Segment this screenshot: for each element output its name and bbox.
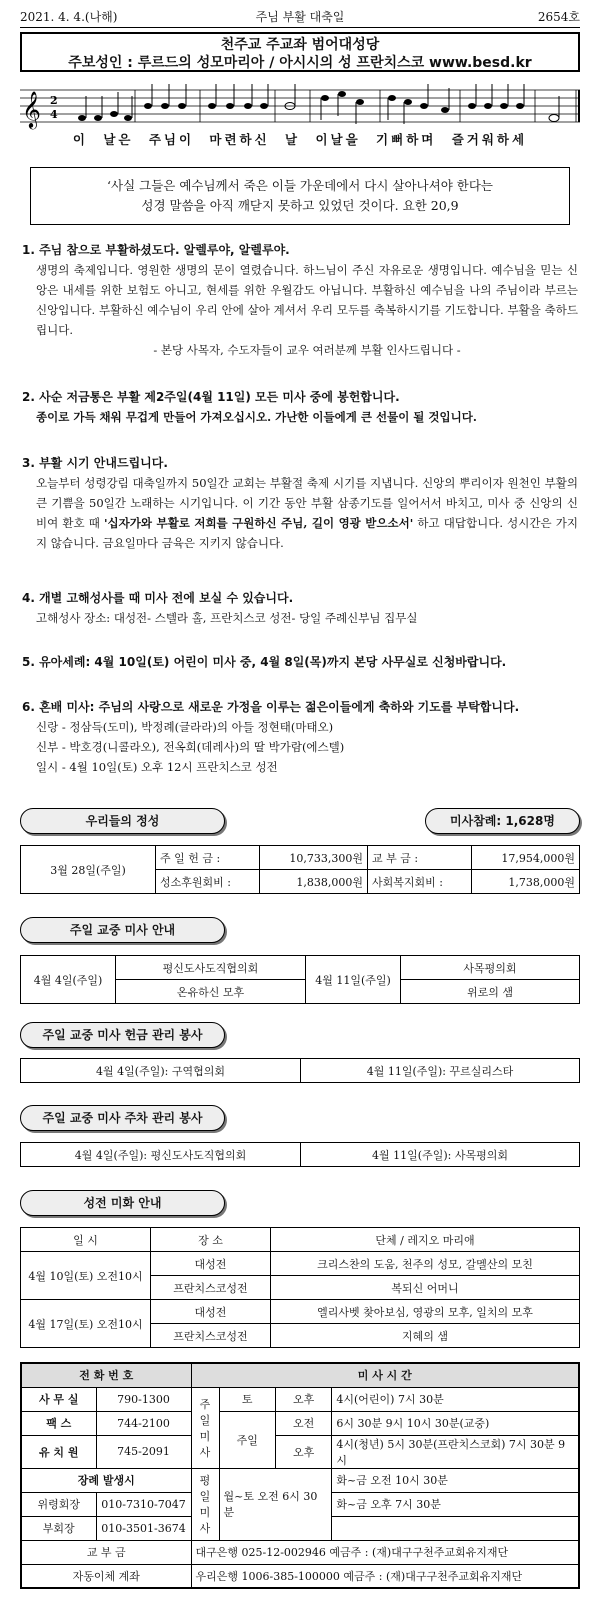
info-table xyxy=(20,1362,580,1589)
cell: 성소후원회비 : xyxy=(156,870,260,894)
wedding-time: 일시 - 4월 10일(토) 오후 12시 프란치스코 성전 xyxy=(36,760,278,774)
cell: 위로의 샘 xyxy=(401,980,580,1004)
cell: 대성전 xyxy=(151,1252,271,1276)
cell: 평신도사도직협의회 xyxy=(116,956,306,980)
lyrics: 이 날은 주님이 마련하신 날 이날을 기뻐하며 즐거워하세 xyxy=(72,132,528,147)
notice-1-body: 생명의 축제입니다. 영원한 생명의 문이 열렸습니다. 하느님이 주신 자유로운 생명입니다. 예수님을 믿는 신앙은 내세를 위한 보험도 아니고, 현세를 위한 우월감도 아닙니다. 부활하신 예수님을 나의 주님이라 부르는 신앙입니다. 부활하신 예수님이 우리 안에 살아 계셔서 우리 모두를 축복하시기를 기도합니다. 부활을 축하드립니다. xyxy=(36,263,578,337)
notice-3-body xyxy=(22,473,578,553)
notice-5-title: 5. 유아세례: 4월 10일(토) 어린이 미사 중, 4월 8일(목)까지 본당 사무실로 신청바랍니다. xyxy=(22,655,507,669)
cell: 1,838,000원 xyxy=(260,870,368,894)
notice-4-title: 4. 개별 고해성사를 때 미사 전에 보실 수 있습니다. xyxy=(22,591,294,605)
cell: 4월 4일(주일): 평신도사도직협의회 xyxy=(21,1143,301,1167)
cash-title: 주일 교중 미사 헌금 관리 봉사 xyxy=(20,1022,225,1048)
cell: 오후 xyxy=(275,1387,331,1411)
cell: 대성전 xyxy=(151,1300,271,1324)
offering-title: 우리들의 정성 xyxy=(20,808,225,834)
cell xyxy=(332,1516,579,1540)
cell: 744-2100 xyxy=(96,1411,191,1435)
notice-3 xyxy=(22,453,578,553)
cell: 프란치스코성전 xyxy=(151,1276,271,1300)
cell: 4월 11일(주일): 꾸르실리스타 xyxy=(301,1059,580,1083)
cell: 미 사 시 간 xyxy=(191,1363,579,1387)
cell: 주일 미사 xyxy=(191,1387,219,1468)
cell: 745-2091 xyxy=(96,1435,191,1468)
church-name: 천주교 주교좌 범어대성당 xyxy=(220,37,380,53)
cell: 오후 xyxy=(275,1435,331,1468)
cell: 팩 스 xyxy=(21,1411,96,1435)
issue-number: 2654호 xyxy=(537,10,580,24)
cell: 4월 17일(토) 오전10시 xyxy=(21,1300,151,1348)
cell: 지혜의 샘 xyxy=(271,1324,580,1348)
cell: 주 일 헌 금 : xyxy=(156,846,260,870)
notice-4 xyxy=(22,588,578,628)
cash-table xyxy=(20,1058,580,1083)
cell: 프란치스코성전 xyxy=(151,1324,271,1348)
cell: 우리은행 1006-385-100000 예금주 : (재)대구구천주교회유지재단 xyxy=(191,1564,579,1588)
cell: 사회복지회비 : xyxy=(367,870,471,894)
church-header xyxy=(20,32,580,72)
cell: 자동이체 계좌 xyxy=(21,1564,191,1588)
cell: 010-7310-7047 xyxy=(96,1492,191,1516)
cell: 17,954,000원 xyxy=(472,846,580,870)
cell: 엘리사벳 찾아보심, 영광의 모후, 일치의 모후 xyxy=(271,1300,580,1324)
cell: 화~금 오전 10시 30분 xyxy=(332,1468,579,1492)
notice-4-body: 고해성사 장소: 대성전- 스텔라 홀, 프란치스코 성전- 당일 주례신부님 집무실 xyxy=(36,611,418,625)
groom: 신랑 - 정삼득(도미), 박정례(글라라)의 아들 정현태(마태오) xyxy=(36,720,334,734)
notice-2 xyxy=(22,387,578,427)
notice-5 xyxy=(22,652,578,672)
cell: 사 무 실 xyxy=(21,1387,96,1411)
cell: 4월 10일(토) 오전10시 xyxy=(21,1252,151,1300)
notice-2-body: 종이로 가득 채워 무겁게 만들어 가져오십시오. 가난한 이들에게 큰 선물이 될 것입니다. xyxy=(36,410,477,424)
parking-title: 주일 교중 미사 주차 관리 봉사 xyxy=(20,1105,225,1131)
cell: 장 소 xyxy=(151,1228,271,1252)
cell: 온유하신 모후 xyxy=(116,980,306,1004)
cell: 1,738,000원 xyxy=(472,870,580,894)
notice-1-title: 1. 주님 참으로 부활하셨도다. 알렐루야, 알렐루야. xyxy=(22,243,290,257)
bride: 신부 - 박호경(니콜라오), 전옥희(데레사)의 딸 박가람(에스텔) xyxy=(36,740,345,754)
cell: 4월 4일(주일): 구역협의회 xyxy=(21,1059,301,1083)
patrons-line: 주보성인 : 루르드의 성모마리아 / 아시시의 성 프란치스코 www.besd.kr xyxy=(68,55,532,71)
svg-text:𝄞: 𝄞 xyxy=(22,90,41,128)
scripture-quote xyxy=(30,167,570,225)
cell: 전 화 번 호 xyxy=(21,1363,191,1387)
cell: 4시(청년) 5시 30분(프란치스코회) 7시 30분 9시 xyxy=(332,1435,579,1468)
parking-table xyxy=(20,1142,580,1167)
cell: 화~금 오후 7시 30분 xyxy=(332,1492,579,1516)
svg-text:2: 2 xyxy=(50,94,58,107)
cell: 사목평의회 xyxy=(401,956,580,980)
notice-3-title: 3. 부활 시기 안내드립니다. xyxy=(22,456,168,470)
attendance xyxy=(425,808,580,834)
cell: 4월 11일(주일) xyxy=(306,956,401,1004)
notice-3-text-a: 오늘부터 성령강림 대축일까지 50일간 교회는 부활절 축제 시기를 지냅니다. 신앙의 뿌리이자 원천인 부활의 큰 기쁨을 50일간 노래하는 시기입니다. 이 기간 동안 부활 삼종기도를 일어서서 바치고, 미사 중 신앙의 신비여 환호 때 xyxy=(36,476,578,530)
cell: 크리스찬의 도움, 천주의 성모, 갈멜산의 모친 xyxy=(271,1252,580,1276)
cell: 790-1300 xyxy=(96,1387,191,1411)
cell: 교 부 금 : xyxy=(367,846,471,870)
notice-2-title: 2. 사순 저금통은 부활 제2주일(4월 11일) 모든 미사 중에 봉헌합니다. xyxy=(22,390,400,404)
attendance-label: 미사참례: xyxy=(450,814,502,828)
cell: 010-3501-3674 xyxy=(96,1516,191,1540)
cell: 교 부 금 xyxy=(21,1540,191,1564)
svg-text:4: 4 xyxy=(50,108,58,121)
cell: 장례 발생시 xyxy=(21,1468,191,1492)
cell: 일 시 xyxy=(21,1228,151,1252)
cleaning-title: 성전 미화 안내 xyxy=(20,1190,225,1216)
guide-table xyxy=(20,955,580,1004)
guide-title: 주일 교중 미사 안내 xyxy=(20,917,225,943)
cell: 복되신 어머니 xyxy=(271,1276,580,1300)
offering-table xyxy=(20,845,580,894)
notice-3-text-b: 하고 대답합니다. 성시간은 가지지 않습니다. 금요일마다 금육은 지키지 않습니다. xyxy=(36,516,578,550)
cell: 4월 11일(주일): 사목평의회 xyxy=(301,1143,580,1167)
cell: 토 xyxy=(219,1387,275,1411)
cell: 4시(어린이) 7시 30분 xyxy=(332,1387,579,1411)
cell: 유 치 원 xyxy=(21,1435,96,1468)
notice-1 xyxy=(22,240,578,360)
feast-title: 주님 부활 대축일 xyxy=(255,10,345,24)
top-bar xyxy=(20,8,580,28)
notice-6-title: 6. 혼배 미사: 주님의 사랑으로 새로운 가정을 이루는 젊은이들에게 축하와 기도를 부탁합니다. xyxy=(22,700,520,714)
attendance-count: 1,628명 xyxy=(505,814,555,828)
notice-1-sign: - 본당 사목자, 수도자들이 교우 여러분께 부활 인사드립니다 - xyxy=(153,343,461,357)
cell: 부회장 xyxy=(21,1516,96,1540)
notice-3-bold: '십자가와 부활로 저희를 구원하신 주님, 길이 영광 받으소서' xyxy=(104,516,414,530)
cell: 평일 미사 xyxy=(191,1468,219,1540)
cell: 4월 4일(주일) xyxy=(21,956,116,1004)
cell: 오전 xyxy=(275,1411,331,1435)
cell: 10,733,300원 xyxy=(260,846,368,870)
cleaning-table xyxy=(20,1227,580,1348)
cell: 대구은행 025-12-002946 예금주 : (재)대구구천주교회유지재단 xyxy=(191,1540,579,1564)
music-staff-image xyxy=(20,80,580,132)
cell: 위령회장 xyxy=(21,1492,96,1516)
cell: 주일 xyxy=(219,1411,275,1468)
offering-date: 3월 28일(주일) xyxy=(21,846,156,894)
cell: 단체 / 레지오 마리애 xyxy=(271,1228,580,1252)
notice-6 xyxy=(22,697,578,777)
quote-line-2: 성경 말씀을 아직 깨닫지 못하고 있었던 것이다. 요한 20,9 xyxy=(141,198,459,213)
date: 2021. 4. 4.(나해) xyxy=(20,10,118,24)
cell: 월~토 오전 6시 30분 xyxy=(219,1468,332,1540)
quote-line-1: ‘사실 그들은 예수님께서 죽은 이들 가운데에서 다시 살아나셔야 한다는 xyxy=(107,178,493,193)
cell: 6시 30분 9시 10시 30분(교중) xyxy=(332,1411,579,1435)
